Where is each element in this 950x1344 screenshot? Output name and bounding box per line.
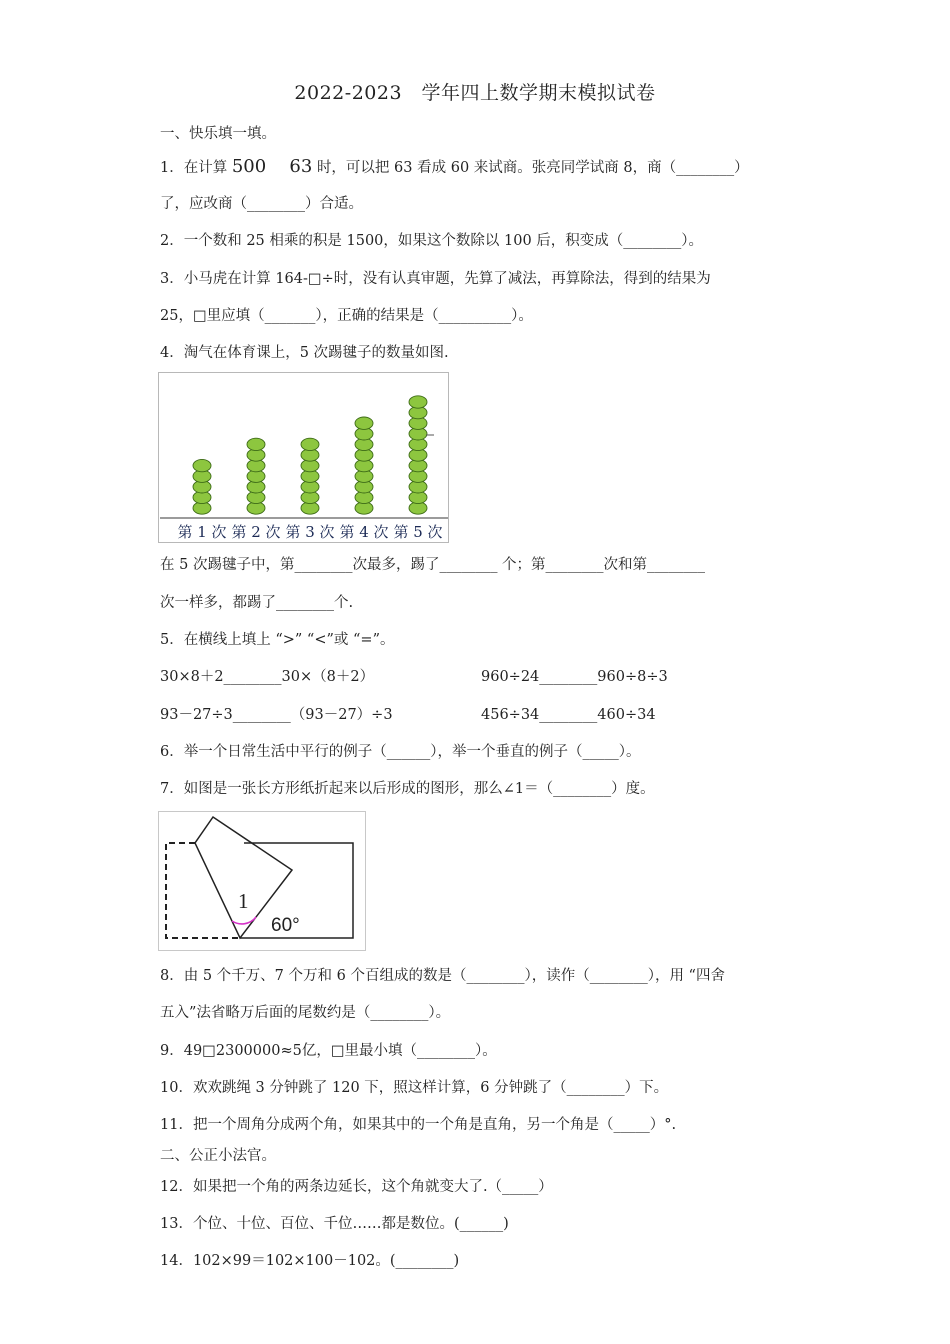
question-6: 6．举一个日常生活中平行的例子（______），举一个垂直的例子（_____）。 xyxy=(160,744,641,760)
question-3-line-2: 25，□里应填（_______），正确的结果是（__________）。 xyxy=(160,308,533,324)
angle-60-label: 60° xyxy=(271,915,300,936)
shuttlecock-chart xyxy=(158,372,450,544)
shuttlecock-ball xyxy=(193,459,211,471)
question-1-divisor: 63 xyxy=(289,156,313,177)
question-1-line-2: 了，应改商（________）合适。 xyxy=(160,196,363,212)
folded-rectangle-figure xyxy=(158,811,366,951)
question-1-prefix: 1．在计算 xyxy=(160,160,228,176)
question-8-line-2: 五入”法省略万后面的尾数约是（________）。 xyxy=(160,1005,451,1021)
question-1-suffix: 时，可以把 63 看成 60 来试商。张亮同学试商 8，商（________） xyxy=(316,160,749,176)
shuttlecock-stack-5 xyxy=(409,396,427,514)
shuttlecock-ball xyxy=(409,396,427,408)
question-12: 12．如果把一个角的两条边延长，这个角就变大了.（_____） xyxy=(160,1179,553,1195)
page-title: 2022-2023 学年四上数学期末模拟试卷 xyxy=(294,82,656,104)
question-1-dividend: 500 xyxy=(231,156,267,177)
question-5-item-4: 456÷34________460÷34 xyxy=(481,707,656,723)
shuttlecock-ball xyxy=(301,438,319,450)
question-13: 13．个位、十位、百位、千位……都是数位。(______) xyxy=(160,1216,509,1232)
question-3-line-1: 3．小马虎在计算 164-□÷时，没有认真审题，先算了减法，再算除法，得到的结果为 xyxy=(160,271,711,287)
question-5-intro: 5．在横线上填上 “>” “<”或 “=”。 xyxy=(160,632,395,648)
question-10: 10．欢欢跳绳 3 分钟跳了 120 下，照这样计算，6 分钟跳了（________）下。 xyxy=(160,1080,669,1096)
question-7: 7．如图是一张长方形纸折起来以后形成的图形，那么∠1＝（________）度。 xyxy=(160,781,655,797)
section-heading-1: 一、快乐填一填。 xyxy=(160,126,276,142)
question-11: 11．把一个周角分成两个角，如果其中的一个角是直角，另一个角是（_____）°. xyxy=(160,1117,677,1133)
angle-1-label: 1 xyxy=(238,889,249,913)
category-label-3: 第 3 次 xyxy=(285,523,335,541)
category-label-2: 第 2 次 xyxy=(231,523,281,541)
category-label-4: 第 4 次 xyxy=(339,523,389,541)
shuttlecock-ball xyxy=(355,417,373,429)
shuttlecock-stack-1 xyxy=(193,459,211,514)
question-8-line-1: 8．由 5 个千万、7 个万和 6 个百组成的数是（________），读作（________），用 “四舍 xyxy=(160,968,725,984)
question-9: 9．49□2300000≈5亿，□里最小填（________）。 xyxy=(160,1043,497,1059)
question-4-line-2: 次一样多，都踢了________个. xyxy=(160,595,354,611)
category-label-1: 第 1 次 xyxy=(177,523,227,541)
shuttlecock-stack-4 xyxy=(355,417,373,514)
question-4-intro: 4．淘气在体育课上，5 次踢毽子的数量如图. xyxy=(160,345,449,361)
question-5-item-1: 30×8＋2________30×（8＋2） xyxy=(160,669,375,685)
question-14: 14．102×99＝102×100－102。(________) xyxy=(160,1253,460,1269)
category-label-5: 第 5 次 xyxy=(393,523,443,541)
question-2: 2．一个数和 25 相乘的积是 1500，如果这个数除以 100 后，积变成（________）。 xyxy=(160,233,704,249)
question-5-item-3: 93－27÷3________（93－27）÷3 xyxy=(160,707,393,723)
shuttlecock-ball xyxy=(247,438,265,450)
question-4-line-1: 在 5 次踢毽子中，第________次最多，踢了________ 个；第________次和第________ xyxy=(160,557,706,573)
question-1-line-1 xyxy=(160,157,749,178)
question-5-item-2: 960÷24________960÷8÷3 xyxy=(481,669,668,685)
section-heading-2: 二、公正小法官。 xyxy=(160,1148,276,1164)
